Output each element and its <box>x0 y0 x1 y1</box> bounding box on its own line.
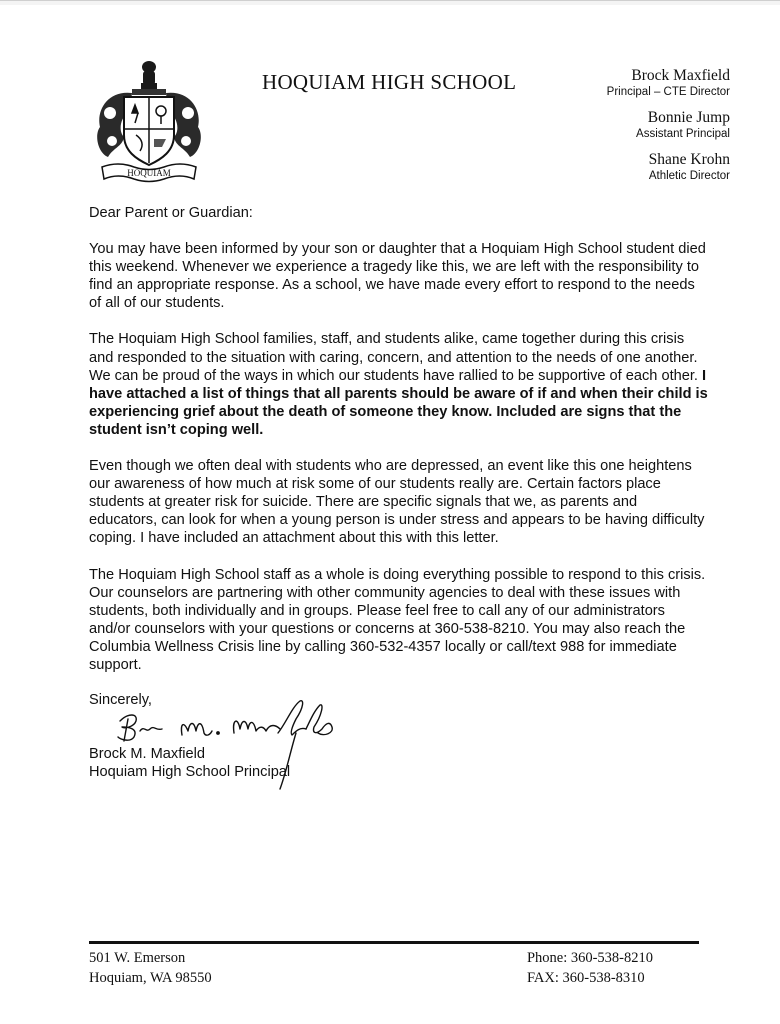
address-line-1: 501 W. Emerson <box>89 950 186 966</box>
school-crest-logo <box>88 55 210 187</box>
crest-banner-text: HOQUIAM <box>127 168 171 178</box>
footer-contact <box>527 948 653 988</box>
footer-divider <box>89 941 699 944</box>
fax-number: FAX: 360-538-8310 <box>526 970 645 986</box>
phone-number: Phone: 360-538-8210 <box>526 950 653 966</box>
signer-name: Brock M. Maxfield <box>89 746 205 762</box>
paragraph-3: Even though we often deal with students who are depressed, an event like this one heightens our awareness of how much at risk some of our students really are. Certain factors place students at greater risk for suicide. There are specific signals that we, as parents and educators, can look for when a young person is under stress and appears to be having difficulty coping. I have included an attachment about this with this letter. <box>89 458 705 547</box>
signer-block <box>89 745 290 781</box>
paragraph-2-text: The Hoquiam High School families, staff, and students alike, came together during this crisis and responded to the situation with caring, concern, and attention to the needs of one another. We can be proud of the ways in which our students have rallied to be supportive of each other. <box>89 331 703 384</box>
staff-title: Principal – CTE Director <box>606 86 730 98</box>
staff-entry-principal <box>530 67 730 99</box>
paragraph-2 <box>89 330 709 439</box>
staff-entry-athletic-director <box>530 151 730 183</box>
staff-list <box>530 67 730 193</box>
paragraph-1: You may have been informed by your son or daughter that a Hoquiam High School student died this weekend. Whenever we experience a tragedy like this, we are left with the responsibility to find an appropriate response. As a school, we have made every effort to respond to the needs of all of our students. <box>89 241 706 312</box>
staff-name: Bonnie Jump <box>647 109 730 126</box>
staff-name: Shane Krohn <box>648 151 730 168</box>
paragraph-4: The Hoquiam High School staff as a whole is doing everything possible to respond to this crisis. Our counselors are partnering with other community agencies to deal with these issues with students, both individually and in groups. Please feel free to call any of our administrators and/or counselors with your questions or concerns at 360-538-8210. You may also reach the Columbia Wellness Crisis line by calling 360-532-4357 locally or call/text 988 for immediate support. <box>89 566 706 673</box>
signer-title: Hoquiam High School Principal <box>89 764 291 781</box>
staff-name: Brock Maxfield <box>631 67 730 84</box>
school-name: HOQUIAM HIGH SCHOOL <box>262 70 517 94</box>
paragraph-2-bold-text: I have attached a list of things that all parents should be aware of if and when their child is experiencing grief about the death of someone they know. Included are signs that the student isn’t coping well. <box>89 367 708 438</box>
salutation: Dear Parent or Guardian: <box>89 205 253 221</box>
address-line-2: Hoquiam, WA 98550 <box>89 970 212 986</box>
page-top-border <box>0 0 780 5</box>
staff-title: Assistant Principal <box>636 128 730 140</box>
closing: Sincerely, <box>89 692 152 708</box>
letter-body <box>89 204 709 692</box>
staff-title: Athletic Director <box>648 170 730 182</box>
staff-entry-assistant-principal <box>530 109 730 141</box>
footer-address <box>89 948 212 988</box>
